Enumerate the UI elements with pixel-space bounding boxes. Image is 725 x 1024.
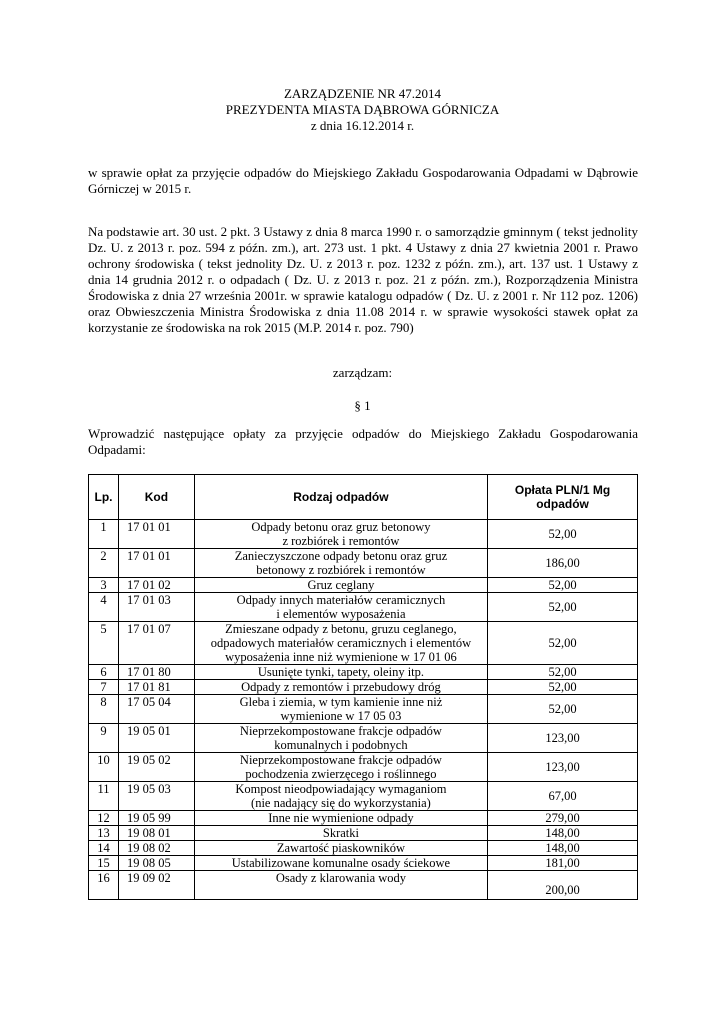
cell-lp: 6 — [89, 665, 119, 680]
cell-rodzaj — [194, 811, 487, 826]
cell-rodzaj — [194, 724, 487, 753]
header-oplata-text: Opłata PLN/1 Mg odpadów — [514, 483, 611, 511]
cell-rodzaj — [194, 782, 487, 811]
paragraph-mark: § 1 — [354, 398, 371, 413]
cell-rodzaj — [194, 622, 487, 665]
cell-rodzaj — [194, 753, 487, 782]
header-kod: Kod — [118, 475, 194, 520]
cell-rodzaj — [194, 680, 487, 695]
cell-lp: 13 — [89, 826, 119, 841]
table-row — [89, 826, 638, 841]
issuer: PREZYDENTA MIASTA DĄBROWA GÓRNICZA — [225, 102, 500, 117]
cell-lp: 2 — [89, 549, 119, 578]
rodzaj-line: betonowy z rozbiórek i remontów — [256, 563, 426, 577]
rodzaj-line: Kompost nieodpowiadający wymaganiom — [235, 782, 447, 796]
cell-kod: 19 05 02 — [118, 753, 194, 782]
rodzaj-line: Odpady innych materiałów ceramicznych — [236, 593, 446, 607]
cell-rodzaj — [194, 841, 487, 856]
rodzaj-line: Odpady z remontów i przebudowy dróg — [241, 680, 441, 694]
rodzaj-line: Inne nie wymienione odpady — [268, 811, 414, 825]
cell-lp: 8 — [89, 695, 119, 724]
rodzaj-line: Odpady betonu oraz gruz betonowy — [251, 520, 431, 534]
table-row — [89, 578, 638, 593]
cell-kod: 17 01 03 — [118, 593, 194, 622]
rodzaj-line: Nieprzekompostowane frakcje odpadów — [239, 753, 442, 767]
cell-lp: 10 — [89, 753, 119, 782]
rodzaj-line: i elementów wyposażenia — [276, 607, 406, 621]
rodzaj-line: wyposażenia inne niż wymienione w 17 01 06 — [225, 650, 457, 664]
table-row — [89, 724, 638, 753]
cell-oplata: 186,00 — [488, 549, 638, 578]
cell-oplata: 52,00 — [488, 665, 638, 680]
cell-kod: 17 01 81 — [118, 680, 194, 695]
cell-lp: 16 — [89, 871, 119, 900]
cell-oplata: 67,00 — [488, 782, 638, 811]
decree-word: zarządzam: — [332, 365, 393, 380]
cell-oplata: 52,00 — [488, 680, 638, 695]
rodzaj-line: Gruz ceglany — [307, 578, 375, 592]
cell-oplata: 52,00 — [488, 578, 638, 593]
rodzaj-line: odpadowych materiałów ceramicznych i elementów — [210, 636, 472, 650]
cell-kod: 17 01 80 — [118, 665, 194, 680]
cell-rodzaj — [194, 695, 487, 724]
cell-kod: 19 08 02 — [118, 841, 194, 856]
cell-rodzaj — [194, 871, 487, 900]
rodzaj-line: (nie nadający się do wykorzystania) — [251, 796, 431, 810]
header-rodzaj: Rodzaj odpadów — [194, 475, 487, 520]
table-row — [89, 680, 638, 695]
table-body — [89, 520, 638, 900]
cell-kod: 17 05 04 — [118, 695, 194, 724]
cell-oplata: 279,00 — [488, 811, 638, 826]
cell-lp: 12 — [89, 811, 119, 826]
rodzaj-line: Skratki — [322, 826, 359, 840]
subject-paragraph: w sprawie opłat za przyjęcie odpadów do Miejskiego Zakładu Gospodarowania Odpadami w Dąbrowie Górniczej w 2015 r. — [88, 165, 638, 196]
rodzaj-line: komunalnych i podobnych — [274, 738, 408, 752]
legal-basis-paragraph: Na podstawie art. 30 ust. 2 pkt. 3 Ustawy z dnia 8 marca 1990 r. o samorządzie gminnym ( tekst jednolity Dz. U. z 2013 r. poz. 594 z późn. zm.), art. 273 ust. 1 pkt. 4 Ustawy z dnia 27 kwietnia 2001 r. Prawo ochrony środowiska ( tekst jednolity Dz. U. z 2013 r. poz. 1232 z późn. zm.), art. 137 ust. 1 Ustawy z dnia 14 grudnia 2012 r. o odpadach ( Dz. U. z 2013 r. poz. 21 z późn. zm.), Rozporządzenia Ministra Środowiska z dnia 27 września 2001r. w sprawie katalogu odpadów ( Dz. U. z 2001 r. Nr 112 poz. 1206) oraz Obwieszczenia Ministra Środowiska z dnia 11.08 2014 r. w sprawie wysokości stawek opłat za korzystanie ze środowiska na rok 2015 (M.P. 2014 r. poz. 790) — [88, 224, 638, 335]
cell-kod: 19 05 03 — [118, 782, 194, 811]
table-row — [89, 520, 638, 549]
rodzaj-line: Zanieczyszczone odpady betonu oraz gruz — [234, 549, 448, 563]
cell-rodzaj — [194, 826, 487, 841]
table-row — [89, 856, 638, 871]
table-row — [89, 549, 638, 578]
rodzaj-line: Gleba i ziemia, w tym kamienie inne niż — [239, 695, 443, 709]
table-row — [89, 622, 638, 665]
ordinance-date: z dnia 16.12.2014 r. — [310, 118, 415, 133]
cell-rodzaj — [194, 520, 487, 549]
table-row — [89, 753, 638, 782]
cell-rodzaj — [194, 593, 487, 622]
table-header-row — [89, 475, 638, 520]
table-row — [89, 695, 638, 724]
cell-kod: 19 05 01 — [118, 724, 194, 753]
cell-oplata: 123,00 — [488, 724, 638, 753]
cell-oplata: 181,00 — [488, 856, 638, 871]
rodzaj-line: Zawartość piaskowników — [276, 841, 405, 855]
cell-lp: 1 — [89, 520, 119, 549]
table-row — [89, 665, 638, 680]
cell-lp: 5 — [89, 622, 119, 665]
intro-paragraph: Wprowadzić następujące opłaty za przyjęcie odpadów do Miejskiego Zakładu Gospodarowania Odpadami: — [88, 426, 638, 457]
cell-kod: 17 01 01 — [118, 549, 194, 578]
cell-lp: 11 — [89, 782, 119, 811]
cell-kod: 19 08 01 — [118, 826, 194, 841]
cell-lp: 3 — [89, 578, 119, 593]
cell-rodzaj — [194, 856, 487, 871]
cell-kod: 19 09 02 — [118, 871, 194, 900]
rodzaj-line: Zmieszane odpady z betonu, gruzu ceglanego, — [225, 622, 457, 636]
rodzaj-line: Osady z klarowania wody — [275, 871, 407, 885]
cell-oplata: 52,00 — [488, 622, 638, 665]
rodzaj-line: Usunięte tynki, tapety, oleiny itp. — [257, 665, 425, 679]
rodzaj-line: z rozbiórek i remontów — [282, 534, 400, 548]
cell-lp: 15 — [89, 856, 119, 871]
fees-table — [88, 474, 638, 900]
cell-oplata: 200,00 — [488, 871, 638, 900]
cell-lp: 14 — [89, 841, 119, 856]
cell-rodzaj — [194, 549, 487, 578]
cell-rodzaj — [194, 578, 487, 593]
rodzaj-line — [198, 885, 484, 899]
cell-kod: 19 05 99 — [118, 811, 194, 826]
cell-oplata: 52,00 — [488, 593, 638, 622]
table-row — [89, 811, 638, 826]
rodzaj-line: wymienione w 17 05 03 — [280, 709, 402, 723]
document-header — [0, 86, 725, 134]
header-lp: Lp. — [89, 475, 119, 520]
cell-kod: 17 01 01 — [118, 520, 194, 549]
cell-lp: 9 — [89, 724, 119, 753]
rodzaj-line: Nieprzekompostowane frakcje odpadów — [239, 724, 442, 738]
table-row — [89, 871, 638, 900]
cell-kod: 17 01 07 — [118, 622, 194, 665]
table-row — [89, 841, 638, 856]
cell-rodzaj — [194, 665, 487, 680]
cell-kod: 19 08 05 — [118, 856, 194, 871]
rodzaj-line: pochodzenia zwierzęcego i roślinnego — [245, 767, 437, 781]
ordinance-number: ZARZĄDZENIE NR 47.2014 — [283, 86, 442, 101]
cell-oplata: 148,00 — [488, 841, 638, 856]
header-oplata — [488, 475, 638, 520]
table-row — [89, 593, 638, 622]
rodzaj-line: Ustabilizowane komunalne osady ściekowe — [231, 856, 451, 870]
cell-oplata: 52,00 — [488, 520, 638, 549]
cell-lp: 4 — [89, 593, 119, 622]
table-row — [89, 782, 638, 811]
cell-oplata: 52,00 — [488, 695, 638, 724]
cell-kod: 17 01 02 — [118, 578, 194, 593]
cell-oplata: 148,00 — [488, 826, 638, 841]
cell-oplata: 123,00 — [488, 753, 638, 782]
cell-lp: 7 — [89, 680, 119, 695]
